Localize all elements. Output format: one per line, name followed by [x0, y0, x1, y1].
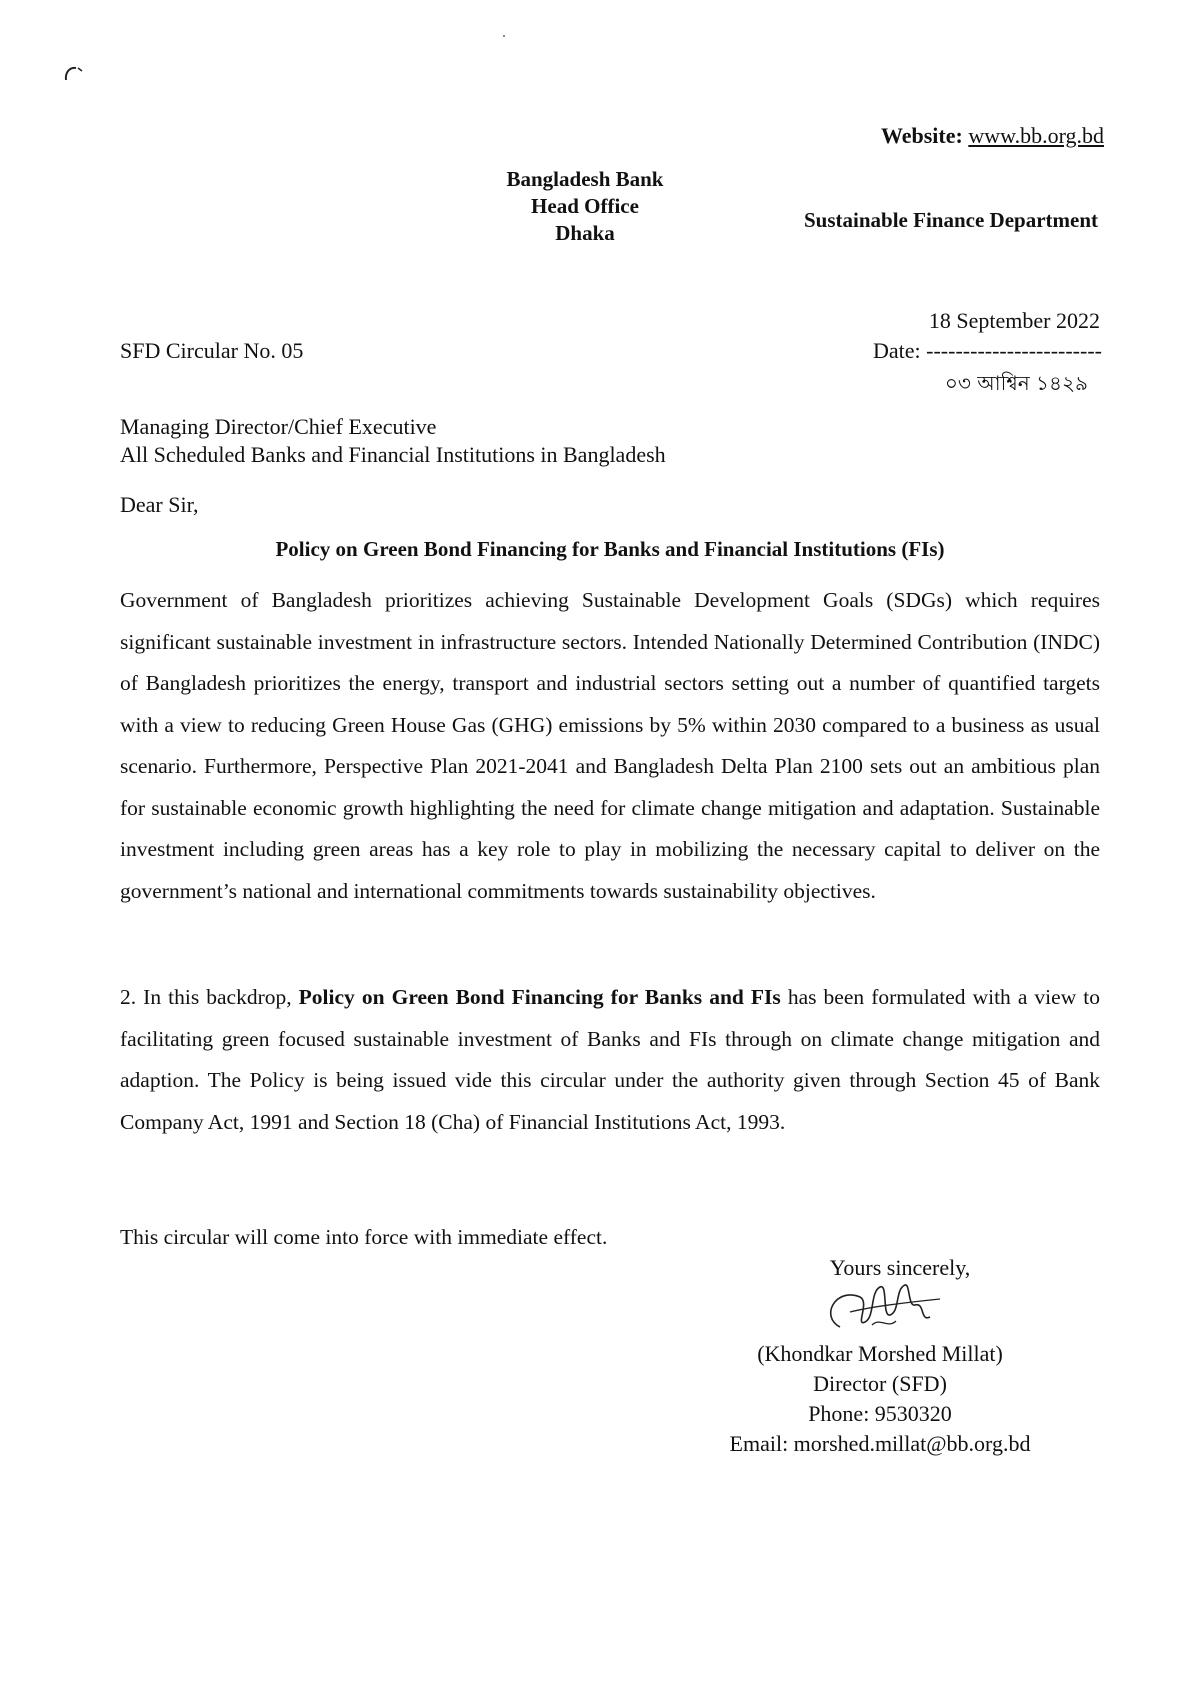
signatory-phone: Phone: 9530320 — [808, 1401, 952, 1426]
scan-mark-icon — [62, 62, 84, 84]
signature-block — [700, 1253, 1060, 1459]
department-name: Sustainable Finance Department — [804, 208, 1098, 232]
paragraph-2-rest: has been formulated with a view to facilitating green focused sustainable investment of Banks and FIs through on climate change mitigation and adaption. The Policy is being issued vide this circular under the authority given through Section 45 of Bank Company Act, 1991 and Section 18 (Cha) of Financial Institutions Act, 1993. — [120, 985, 1101, 1134]
date-english: 18 September 2022 — [928, 308, 1100, 333]
signatory-name: (Khondkar Morshed Millat) — [757, 1341, 1003, 1366]
recipient-line-1: Managing Director/Chief Executive — [120, 414, 437, 439]
signatory-email[interactable]: Email: morshed.millat@bb.org.bd — [729, 1431, 1031, 1456]
recipient-block — [120, 413, 666, 469]
handwritten-signature-icon — [810, 1277, 950, 1339]
website-line — [881, 123, 1104, 149]
signatory-title: Director (SFD) — [813, 1371, 947, 1396]
recipient-line-2: All Scheduled Banks and Financial Institutions in Bangladesh — [120, 442, 666, 467]
scan-speck — [503, 35, 505, 37]
salutation: Dear Sir, — [120, 492, 199, 517]
circular-number: SFD Circular No. 05 — [120, 338, 304, 363]
city-name: Dhaka — [555, 221, 615, 245]
bank-name: Bangladesh Bank — [506, 167, 664, 191]
paragraph-3: This circular will come into force with immediate effect. — [120, 1225, 608, 1249]
closing: Yours sincerely, — [829, 1255, 971, 1280]
website-link[interactable]: www.bb.org.bd — [968, 123, 1104, 148]
paragraph-2-lead: 2. In this backdrop, — [120, 985, 299, 1009]
paragraph-2-policy-name: Policy on Green Bond Financing for Banks and FIs — [298, 985, 781, 1009]
date-bangla: ০৩ আশ্বিন ১৪২৯ — [944, 371, 1088, 395]
subject-heading: Policy on Green Bond Financing for Banks and Financial Institutions (FIs) — [275, 537, 945, 561]
bank-header — [470, 166, 700, 247]
paragraph-2 — [120, 977, 1100, 1143]
website-label: Website: — [880, 123, 963, 148]
office-name: Head Office — [531, 194, 639, 218]
paragraph-1: Government of Bangladesh prioritizes achieving Sustainable Development Goals (SDGs) which requires significant sustainable investment in infrastructure sectors. Intended Nationally Determined Contribution (INDC) of Bangladesh prioritizes the energy, transport and industrial sectors setting out a number of quantified targets with a view to reducing Green House Gas (GHG) emissions by 5% within 2030 compared to a business as usual scenario. Furthermore, Perspective Plan 2021-2041 and Bangladesh Delta Plan 2100 sets out an ambitious plan for sustainable economic growth highlighting the need for climate change mitigation and adaptation. Sustainable investment including green areas has a key role to play in mobilizing the necessary capital to deliver on the government’s national and international commitments towards sustainability objectives. — [120, 588, 1100, 903]
date-label: Date: ------------------------ — [873, 338, 1102, 363]
